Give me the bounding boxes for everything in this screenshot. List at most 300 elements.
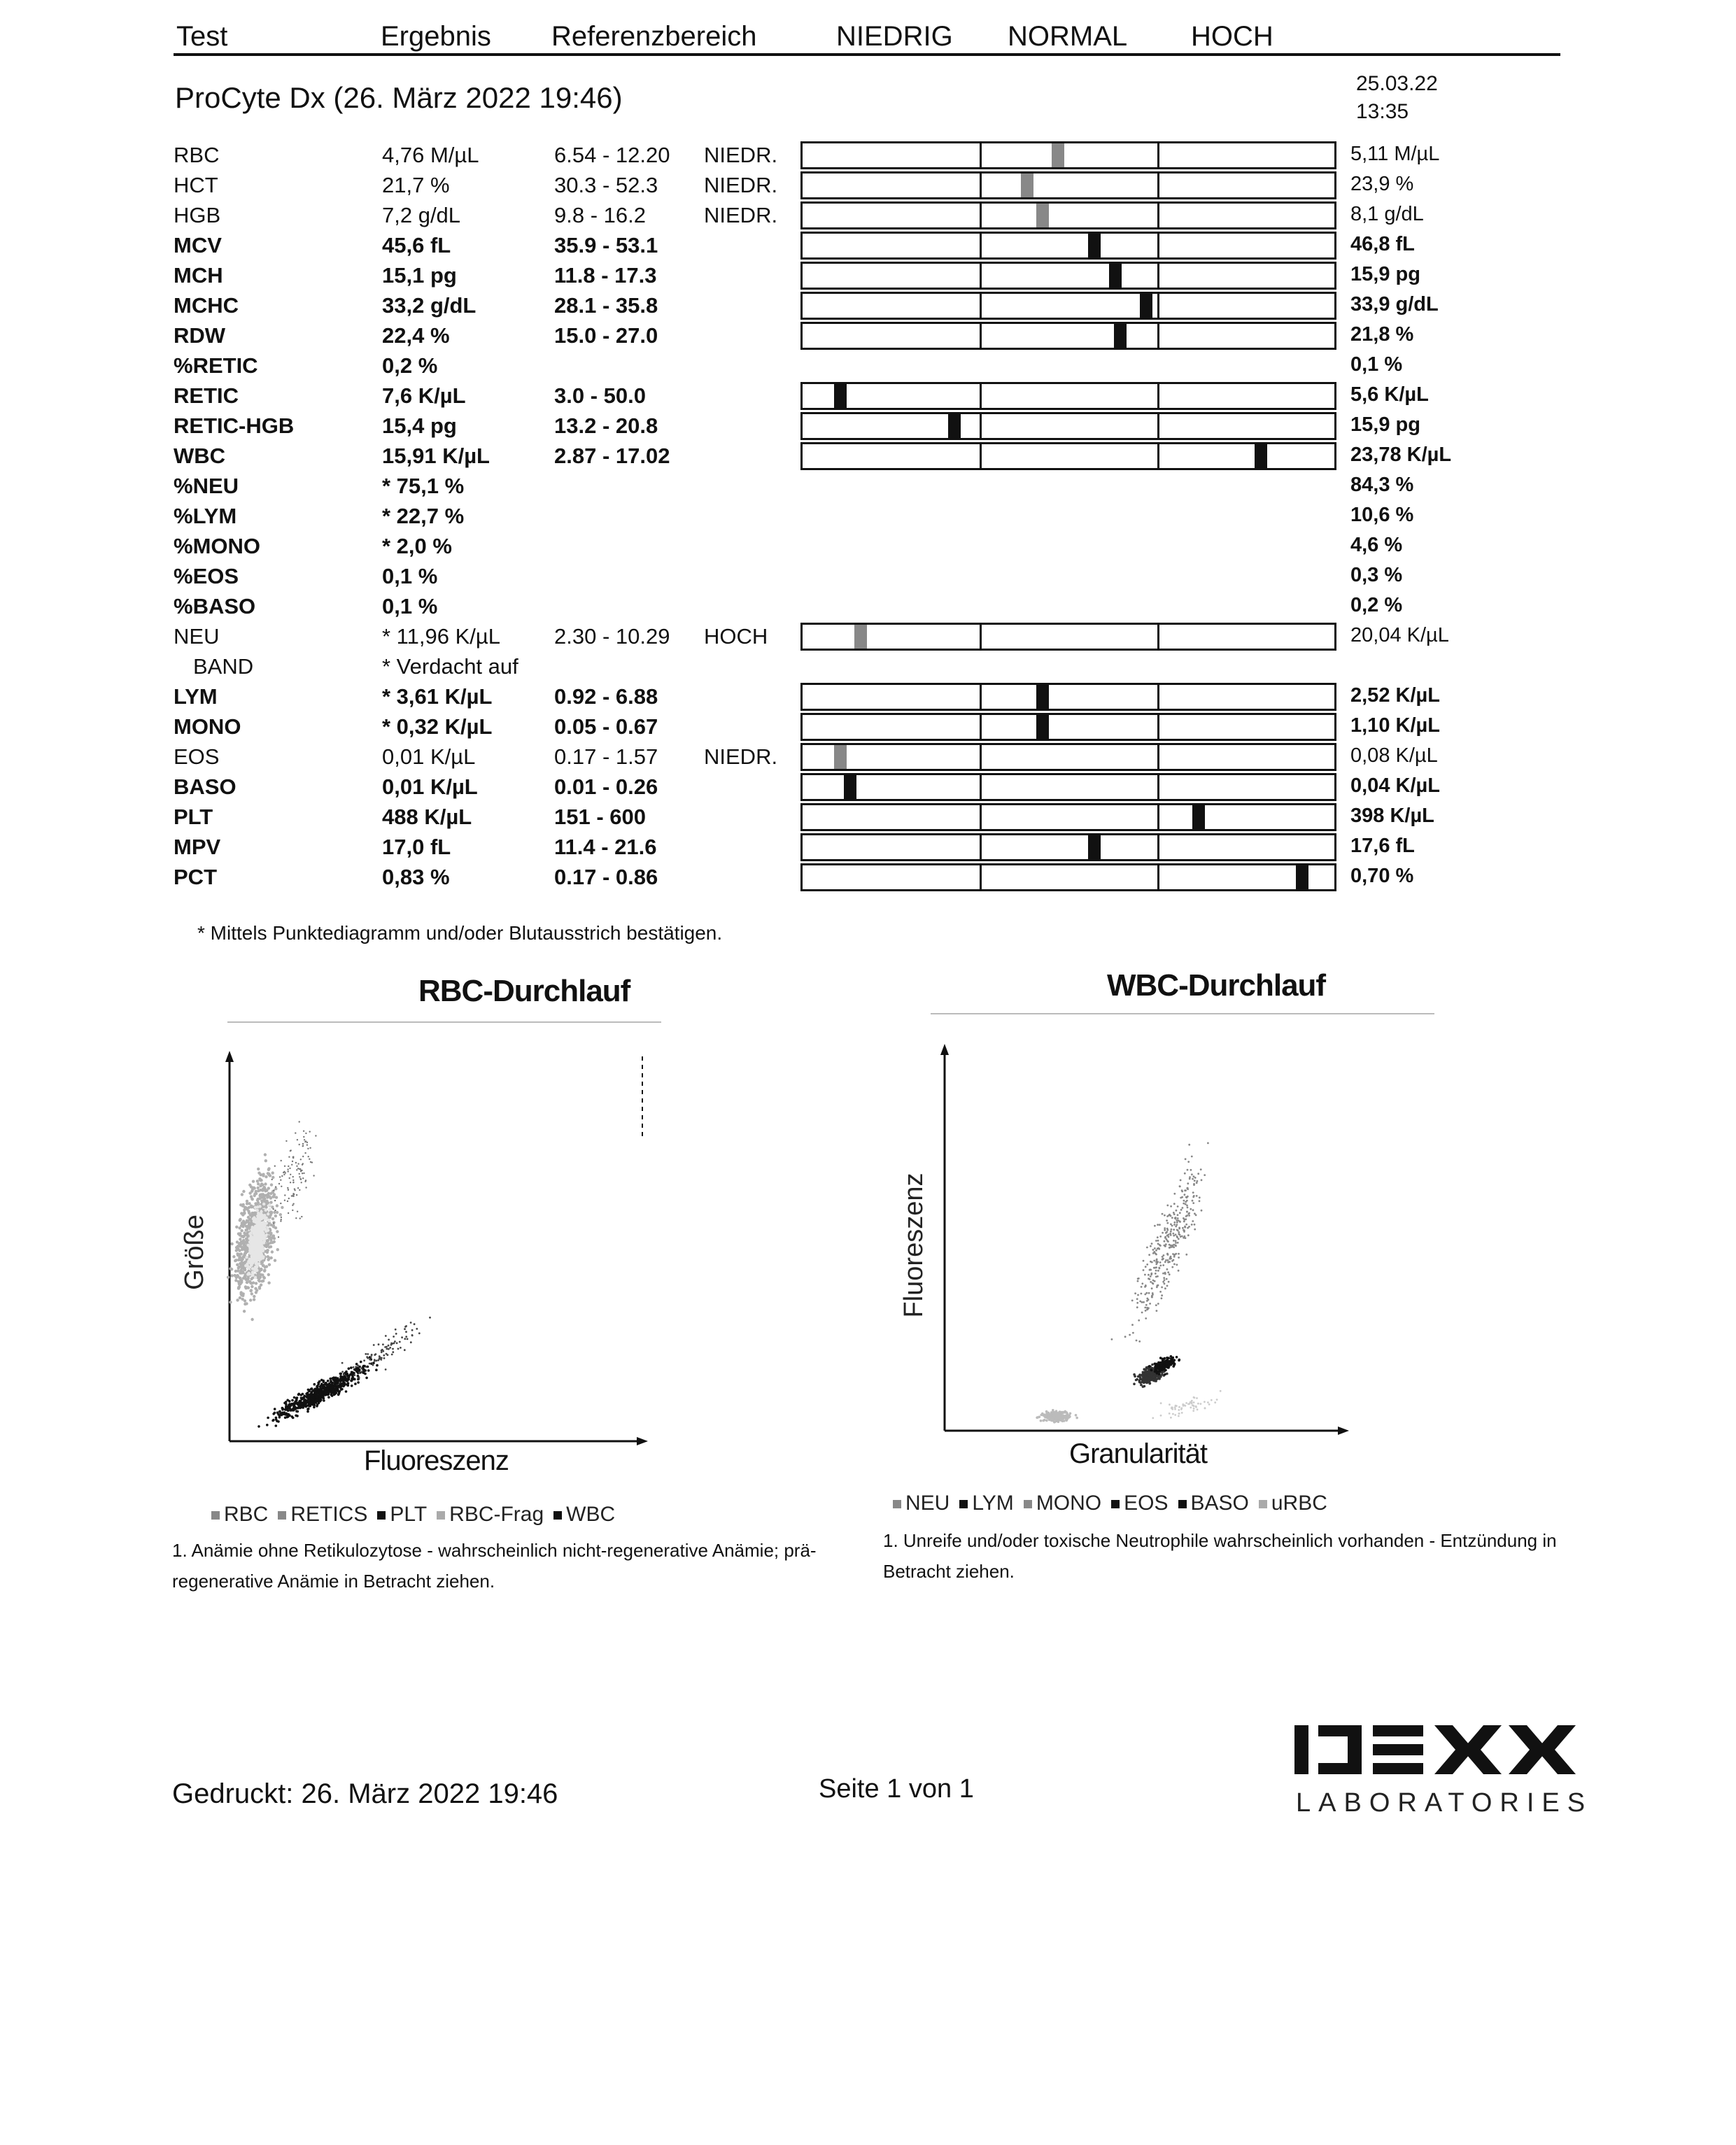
scatter-dot — [313, 1389, 316, 1392]
scatter-dot — [369, 1359, 371, 1361]
scatter-dot — [321, 1385, 324, 1388]
scatter-dot — [1157, 1243, 1159, 1245]
scatter-dot — [1141, 1286, 1143, 1288]
scatter-dot — [302, 1156, 304, 1157]
row-test: %EOS — [174, 564, 239, 588]
scatter-dot — [1196, 1397, 1198, 1399]
range-divider — [980, 294, 982, 318]
scatter-dot — [239, 1262, 241, 1265]
scatter-dot — [346, 1383, 349, 1386]
scatter-dot — [268, 1203, 271, 1206]
scatter-dot — [311, 1392, 313, 1394]
range-divider — [980, 414, 982, 438]
scatter-dot — [366, 1356, 368, 1358]
scatter-dot — [288, 1166, 289, 1167]
scatter-dot — [262, 1264, 264, 1267]
scatter-dot — [1178, 1231, 1180, 1233]
scatter-dot — [1192, 1191, 1194, 1194]
legend-label: RBC — [224, 1503, 269, 1526]
scatter-dot — [1055, 1410, 1058, 1413]
scatter-dot — [1187, 1188, 1189, 1190]
scatter-dot — [1075, 1414, 1078, 1417]
scatter-dot — [1185, 1402, 1187, 1404]
scatter-dot — [1186, 1215, 1188, 1217]
scatter-dot — [250, 1197, 253, 1200]
scatter-dot — [236, 1240, 239, 1243]
legend-label: LYM — [972, 1492, 1014, 1515]
scatter-dot — [367, 1369, 370, 1372]
scatter-dot — [355, 1369, 358, 1372]
row-result: * 75,1 % — [382, 474, 465, 498]
scatter-dot — [239, 1233, 241, 1236]
scatter-dot — [271, 1171, 274, 1174]
scatter-dot — [245, 1286, 248, 1289]
scatter-dot — [1164, 1261, 1166, 1263]
scatter-dot — [242, 1243, 245, 1245]
scatter-dot — [283, 1174, 285, 1175]
scatter-dot — [262, 1276, 265, 1279]
scatter-dot — [270, 1224, 273, 1226]
range-divider — [1157, 174, 1159, 197]
scatter-dot — [1155, 1263, 1157, 1266]
scatter-dot — [1162, 1213, 1164, 1215]
scatter-dot — [251, 1245, 254, 1247]
range-marker — [948, 414, 961, 438]
scatter-dot — [1195, 1406, 1197, 1408]
scatter-dot — [357, 1364, 359, 1366]
scatter-dot — [1169, 1233, 1171, 1235]
scatter-dot — [1164, 1215, 1166, 1217]
scatter-dot — [1129, 1334, 1131, 1336]
scatter-dot — [1155, 1266, 1157, 1268]
range-divider — [1157, 775, 1159, 799]
row-ref: 2.87 - 17.02 — [554, 444, 670, 468]
range-bar — [800, 442, 1336, 470]
scatter-dot — [1154, 1247, 1156, 1250]
scatter-dot — [1172, 1233, 1174, 1235]
legend-swatch — [959, 1500, 968, 1508]
scatter-dot — [1185, 1158, 1187, 1160]
scatter-dot — [268, 1263, 271, 1266]
scatter-dot — [370, 1356, 372, 1358]
scatter-dot — [339, 1382, 341, 1384]
scatter-dot — [1141, 1301, 1143, 1303]
scatter-dot — [274, 1210, 276, 1211]
legend-swatch — [553, 1511, 562, 1520]
scatter-dot — [1197, 1403, 1199, 1405]
row-test: %NEU — [174, 474, 239, 498]
scatter-dot — [252, 1247, 255, 1250]
range-divider — [980, 625, 982, 649]
scatter-dot — [1145, 1317, 1147, 1319]
row-previous: 0,04 K/µL — [1350, 774, 1440, 797]
scatter-dot — [1131, 1324, 1134, 1326]
scatter-dot — [256, 1226, 259, 1229]
scatter-dot — [1155, 1365, 1158, 1368]
row-previous: 23,78 K/µL — [1350, 444, 1452, 466]
scatter-dot — [1170, 1231, 1172, 1233]
scatter-dot — [1182, 1207, 1184, 1209]
scatter-dot — [287, 1168, 288, 1170]
scatter-dot — [1181, 1196, 1183, 1198]
row-test: MCV — [174, 233, 222, 257]
scatter-dot — [301, 1182, 302, 1183]
scatter-dot — [392, 1351, 394, 1353]
scatter-dot — [237, 1269, 239, 1272]
scatter-dot — [288, 1212, 289, 1214]
row-ref: 3.0 - 50.0 — [554, 383, 646, 408]
scatter-dot — [1151, 1261, 1153, 1263]
scatter-dot — [1207, 1401, 1209, 1403]
scatter-dot — [1063, 1420, 1066, 1422]
row-test: HGB — [174, 203, 221, 227]
range-marker — [844, 775, 856, 799]
wbc-scatter-plot — [889, 1035, 1392, 1441]
scatter-dot — [275, 1424, 278, 1427]
scatter-dot — [257, 1262, 260, 1265]
scatter-dot — [259, 1258, 262, 1261]
scatter-dot — [250, 1282, 253, 1284]
scatter-dot — [1148, 1365, 1151, 1368]
scatter-dot — [305, 1140, 306, 1142]
scatter-dot — [238, 1249, 241, 1252]
scatter-dot — [1191, 1402, 1193, 1404]
range-divider — [1157, 745, 1159, 769]
scatter-dot — [287, 1201, 288, 1202]
scatter-dot — [375, 1368, 378, 1371]
scatter-dot — [1145, 1380, 1148, 1383]
scatter-dot — [295, 1217, 297, 1219]
row-ref: 11.8 - 17.3 — [554, 263, 657, 288]
row-test: %BASO — [174, 594, 256, 618]
scatter-dot — [354, 1382, 357, 1385]
row-test: HCT — [174, 173, 218, 197]
scatter-dot — [288, 1407, 291, 1410]
scatter-dot — [267, 1194, 269, 1196]
scatter-dot — [360, 1361, 362, 1364]
scatter-dot — [1164, 1283, 1166, 1285]
range-divider — [980, 745, 982, 769]
scatter-dot — [1153, 1267, 1155, 1269]
scatter-dot — [1192, 1220, 1194, 1222]
scatter-dot — [1155, 1304, 1157, 1306]
scatter-dot — [404, 1326, 407, 1328]
rbc-y-label: Größe — [180, 1215, 209, 1290]
row-result: 0,1 % — [382, 594, 438, 618]
scatter-dot — [1180, 1180, 1182, 1182]
scatter-dot — [362, 1365, 365, 1368]
scatter-dot — [267, 1187, 270, 1189]
scatter-dot — [1201, 1179, 1203, 1181]
rbc-x-arrow — [637, 1437, 648, 1445]
scatter-dot — [1066, 1415, 1068, 1417]
scatter-dot — [243, 1231, 246, 1234]
range-bar — [800, 262, 1336, 290]
scatter-dot — [1124, 1336, 1127, 1338]
scatter-dot — [239, 1296, 241, 1299]
row-previous: 0,1 % — [1350, 353, 1403, 376]
scatter-dot — [350, 1366, 353, 1369]
scatter-dot — [305, 1187, 306, 1188]
wbc-title-rule — [931, 1013, 1434, 1014]
scatter-dot — [1162, 1281, 1164, 1283]
scatter-dot — [1166, 1231, 1168, 1233]
scatter-dot — [264, 1153, 267, 1156]
scatter-dot — [248, 1225, 250, 1228]
scatter-dot — [257, 1425, 260, 1428]
row-result: 488 K/µL — [382, 805, 472, 829]
scatter-dot — [1193, 1195, 1195, 1197]
scatter-dot — [393, 1336, 395, 1338]
scatter-dot — [1152, 1379, 1155, 1382]
scatter-dot — [341, 1371, 344, 1373]
scatter-dot — [276, 1248, 279, 1251]
scatter-dot — [276, 1204, 278, 1207]
scatter-dot — [232, 1255, 235, 1258]
range-marker — [1114, 324, 1127, 348]
scatter-dot — [1173, 1229, 1175, 1231]
scatter-dot — [1183, 1203, 1185, 1205]
scatter-dot — [1194, 1177, 1197, 1179]
scatter-dot — [343, 1376, 346, 1379]
scatter-dot — [1161, 1297, 1163, 1299]
scatter-dot — [249, 1298, 252, 1301]
scatter-dot — [248, 1245, 251, 1248]
scatter-dot — [1160, 1415, 1162, 1417]
scatter-dot — [306, 1404, 309, 1407]
scatter-dot — [304, 1181, 306, 1182]
legend-swatch — [437, 1511, 445, 1520]
scatter-dot — [1193, 1175, 1195, 1177]
scatter-dot — [1153, 1260, 1155, 1262]
scatter-dot — [1161, 1368, 1164, 1371]
scatter-dot — [247, 1210, 250, 1212]
scatter-dot — [273, 1208, 274, 1210]
scatter-dot — [309, 1159, 310, 1160]
header-high: HOCH — [1191, 21, 1273, 52]
row-test: BAND — [193, 654, 254, 679]
scatter-dot — [299, 1168, 300, 1170]
scatter-dot — [404, 1349, 406, 1351]
scatter-dot — [313, 1175, 314, 1176]
scatter-dot — [256, 1180, 259, 1182]
scatter-dot — [339, 1373, 342, 1375]
scatter-dot — [1161, 1371, 1164, 1374]
range-divider — [1157, 294, 1159, 318]
scatter-dot — [1141, 1293, 1143, 1295]
scatter-dot — [396, 1342, 398, 1344]
scatter-dot — [318, 1402, 320, 1405]
row-test: BASO — [174, 774, 237, 799]
scatter-dot — [262, 1195, 265, 1198]
scatter-dot — [1146, 1298, 1148, 1300]
scatter-dot — [1141, 1312, 1143, 1314]
scatter-dot — [251, 1252, 254, 1255]
scatter-dot — [1176, 1356, 1178, 1359]
row-ref: 2.30 - 10.29 — [554, 624, 670, 649]
range-bar — [800, 623, 1336, 651]
scatter-dot — [278, 1236, 279, 1238]
scatter-dot — [1211, 1399, 1213, 1401]
scatter-dot — [1194, 1224, 1196, 1226]
range-bar — [800, 773, 1336, 801]
row-previous: 8,1 g/dL — [1350, 203, 1424, 225]
device-title: ProCyte Dx (26. März 2022 19:46) — [175, 81, 623, 114]
row-flag: NIEDR. — [704, 173, 778, 197]
scatter-dot — [249, 1289, 252, 1292]
scatter-dot — [266, 1226, 269, 1229]
scatter-dot — [227, 1276, 230, 1279]
row-result: 7,2 g/dL — [382, 203, 461, 227]
scatter-dot — [243, 1310, 246, 1312]
scatter-dot — [347, 1375, 350, 1378]
scatter-dot — [1132, 1332, 1134, 1334]
scatter-dot — [397, 1348, 400, 1350]
range-divider — [1157, 324, 1159, 348]
scatter-dot — [1185, 1189, 1187, 1191]
scatter-dot — [276, 1211, 278, 1214]
scatter-dot — [351, 1380, 353, 1382]
scatter-dot — [282, 1413, 285, 1415]
row-flag: NIEDR. — [704, 203, 778, 227]
range-divider — [1157, 204, 1159, 227]
scatter-dot — [254, 1287, 257, 1290]
scatter-dot — [305, 1133, 306, 1134]
legend-label: BASO — [1190, 1492, 1249, 1515]
scatter-dot — [1156, 1310, 1158, 1312]
scatter-dot — [1155, 1380, 1157, 1382]
scatter-dot — [1175, 1245, 1177, 1247]
scatter-dot — [297, 1139, 298, 1140]
legend-label: WBC — [566, 1503, 616, 1526]
scatter-dot — [1138, 1319, 1140, 1322]
scatter-dot — [292, 1203, 294, 1205]
row-result: 15,91 K/µL — [382, 444, 490, 468]
scatter-dot — [250, 1318, 253, 1321]
scatter-dot — [1055, 1417, 1058, 1420]
scatter-dot — [251, 1270, 254, 1273]
scatter-dot — [311, 1387, 313, 1390]
scatter-dot — [299, 1217, 301, 1219]
scatter-dot — [390, 1344, 393, 1346]
header-test: Test — [176, 21, 228, 52]
scatter-dot — [1166, 1359, 1169, 1362]
scatter-dot — [346, 1380, 348, 1382]
scatter-dot — [267, 1282, 270, 1284]
scatter-dot — [254, 1255, 257, 1258]
scatter-dot — [1150, 1373, 1153, 1375]
scatter-dot — [389, 1347, 391, 1349]
scatter-dot — [253, 1298, 255, 1301]
scatter-dot — [387, 1354, 389, 1356]
scatter-dot — [1168, 1215, 1170, 1217]
scatter-dot — [296, 1169, 297, 1170]
legend-label: PLT — [390, 1503, 428, 1526]
scatter-dot — [264, 1159, 267, 1162]
scatter-dot — [315, 1135, 316, 1136]
scatter-dot — [290, 1182, 291, 1183]
scatter-dot — [284, 1194, 285, 1196]
scatter-dot — [297, 1187, 299, 1189]
scatter-dot — [1178, 1238, 1180, 1240]
scatter-dot — [1170, 1215, 1172, 1217]
range-divider — [1157, 444, 1159, 468]
scatter-dot — [253, 1219, 256, 1222]
scatter-dot — [1178, 1270, 1180, 1272]
row-flag: NIEDR. — [704, 744, 778, 769]
scatter-dot — [245, 1256, 248, 1259]
scatter-dot — [288, 1400, 291, 1403]
scatter-dot — [260, 1217, 263, 1220]
scatter-dot — [264, 1175, 267, 1178]
scatter-dot — [1155, 1254, 1157, 1256]
range-divider — [980, 685, 982, 709]
scatter-dot — [255, 1269, 258, 1272]
scatter-dot — [254, 1276, 257, 1279]
scatter-dot — [253, 1239, 255, 1242]
scatter-dot — [1183, 1229, 1185, 1231]
scatter-dot — [271, 1176, 274, 1179]
scatter-dot — [276, 1230, 278, 1233]
scatter-dot — [304, 1152, 306, 1154]
scatter-dot — [234, 1259, 237, 1261]
scatter-dot — [296, 1166, 297, 1167]
scatter-dot — [271, 1179, 273, 1180]
header-normal: NORMAL — [1008, 21, 1128, 52]
scatter-dot — [1156, 1286, 1158, 1288]
scatter-dot — [1075, 1417, 1078, 1420]
scatter-dot — [253, 1295, 255, 1298]
legend-swatch — [1259, 1500, 1267, 1508]
row-ref: 9.8 - 16.2 — [554, 203, 646, 227]
scatter-dot — [1164, 1236, 1166, 1238]
scatter-dot — [1197, 1173, 1199, 1175]
row-result: 0,83 % — [382, 865, 450, 889]
range-bar — [800, 863, 1336, 891]
scatter-dot — [1168, 1233, 1170, 1236]
scatter-dot — [295, 1162, 297, 1163]
scatter-dot — [246, 1250, 248, 1253]
scatter-dot — [337, 1388, 339, 1391]
scatter-dot — [1193, 1401, 1195, 1403]
scatter-dot — [365, 1377, 368, 1380]
scatter-dot — [1143, 1260, 1145, 1262]
scatter-dot — [1180, 1407, 1183, 1409]
scatter-dot — [1152, 1294, 1154, 1296]
scatter-dot — [1065, 1420, 1068, 1422]
scatter-dot — [411, 1329, 414, 1331]
scatter-dot — [271, 1217, 274, 1220]
scatter-dot — [351, 1374, 354, 1377]
range-bar — [800, 743, 1336, 771]
scatter-dot — [257, 1273, 260, 1276]
scatter-dot — [1159, 1245, 1162, 1247]
scatter-dot — [285, 1401, 288, 1403]
scatter-dot — [292, 1409, 295, 1412]
scatter-dot — [1157, 1261, 1159, 1263]
row-result: * 2,0 % — [382, 534, 452, 558]
row-ref: 13.2 - 20.8 — [554, 413, 658, 438]
range-divider — [1157, 685, 1159, 709]
scatter-dot — [267, 1255, 269, 1258]
scatter-dot — [1176, 1236, 1178, 1238]
scatter-dot — [303, 1173, 304, 1174]
scatter-dot — [248, 1252, 251, 1254]
scatter-dot — [1187, 1161, 1190, 1163]
row-test: RDW — [174, 323, 226, 348]
scatter-dot — [1185, 1218, 1187, 1220]
scatter-dot — [266, 1249, 269, 1252]
